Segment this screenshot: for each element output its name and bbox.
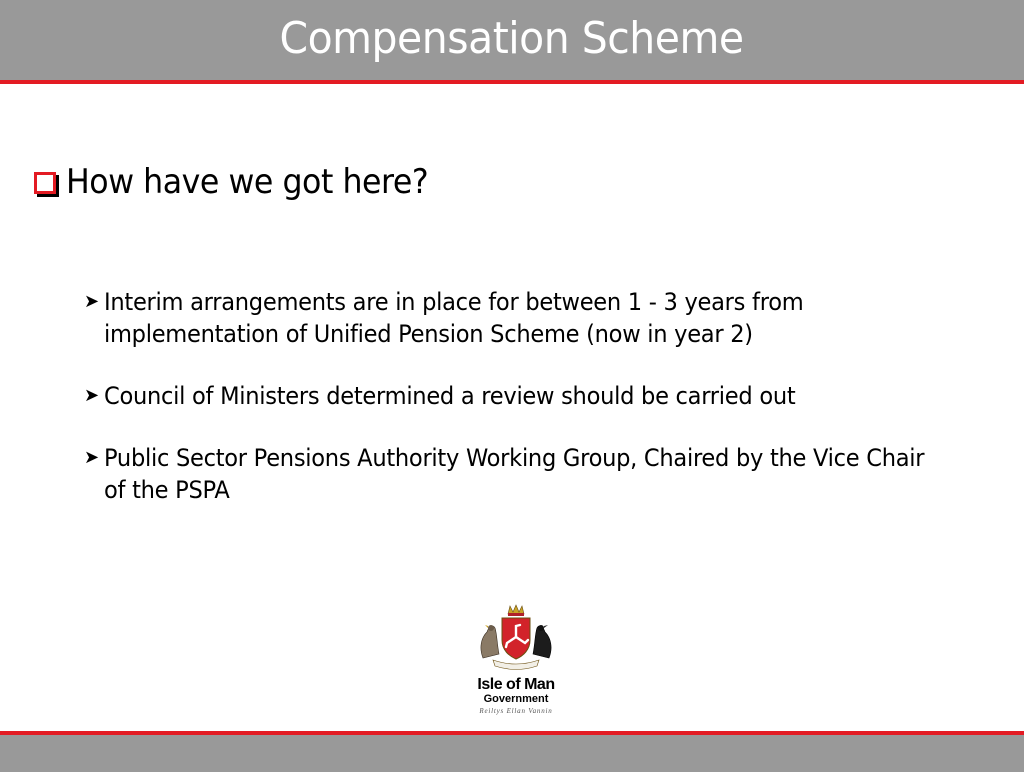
logo-line3: Reiltys Ellan Vannin xyxy=(479,707,553,715)
arrow-icon: ➤ xyxy=(84,447,100,468)
bullet-text: Public Sector Pensions Authority Working Group, Chaired by the Vice Chair of the PSPA xyxy=(104,444,925,504)
government-logo xyxy=(468,604,564,724)
coat-of-arms-icon xyxy=(471,604,561,674)
list-item xyxy=(84,442,1004,506)
logo-line2: Government xyxy=(483,693,549,705)
bullet-text: Council of Ministers determined a review should be carried out xyxy=(104,382,796,410)
arrow-icon: ➤ xyxy=(84,385,100,406)
slide-title: Compensation Scheme xyxy=(279,12,745,64)
list-item xyxy=(84,286,1004,350)
bullet-text: Interim arrangements are in place for between 1 - 3 years from implementation of Unified Pension Scheme (now in year 2) xyxy=(104,288,804,348)
list-item xyxy=(84,380,1004,412)
heading-item xyxy=(34,162,455,202)
footer-bar xyxy=(0,731,1024,772)
checkbox-icon xyxy=(34,172,56,194)
heading-text: How have we got here? xyxy=(66,162,429,202)
logo-line1: Isle of Man xyxy=(477,676,555,693)
bullet-list xyxy=(84,286,1004,536)
arrow-icon: ➤ xyxy=(84,291,100,312)
title-bar xyxy=(0,0,1024,84)
